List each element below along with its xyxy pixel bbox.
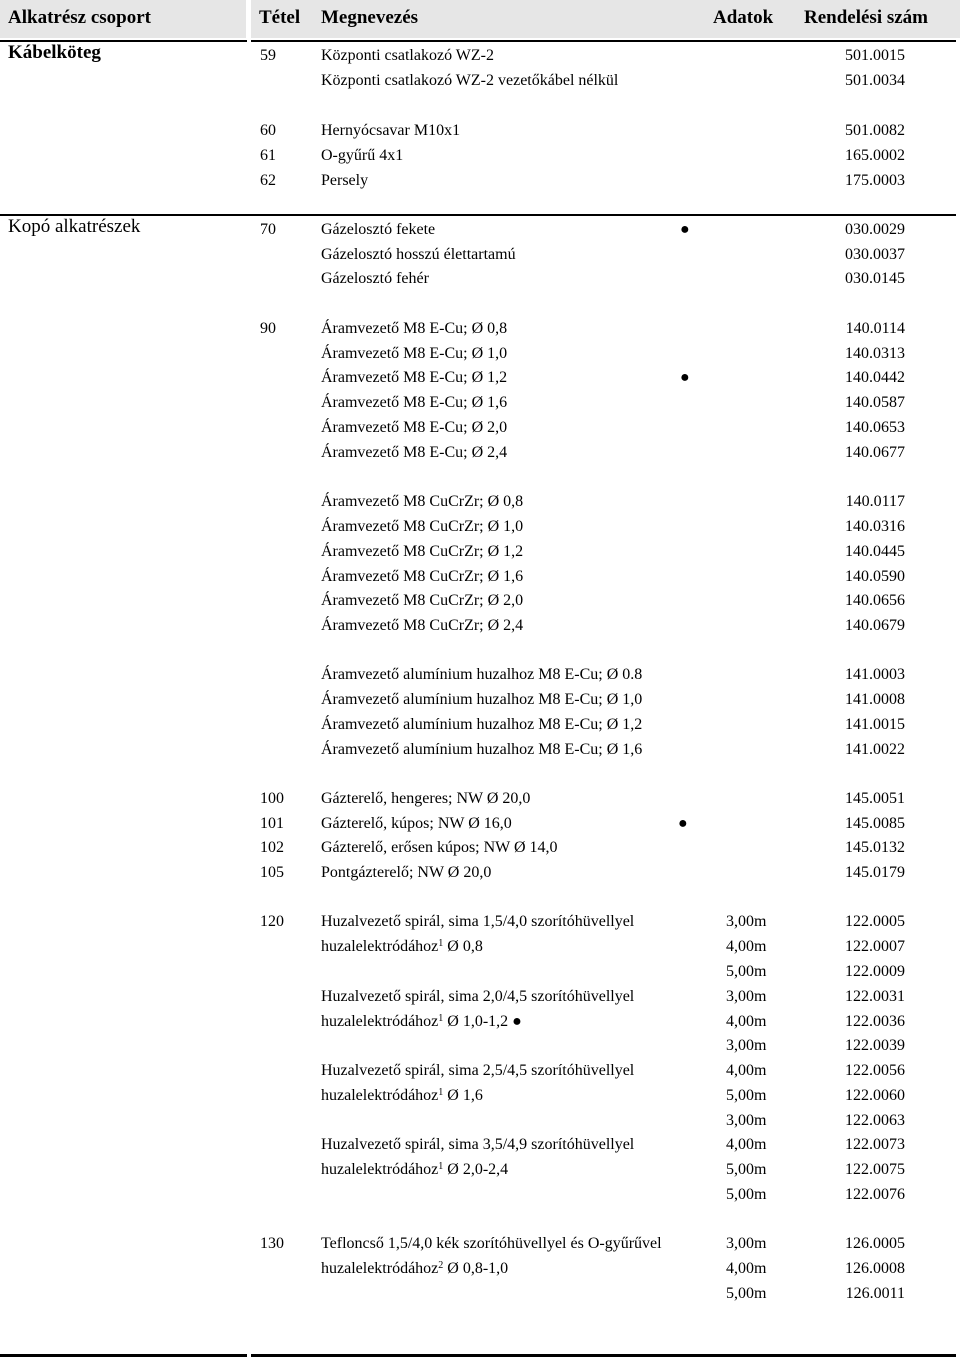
part-name-text: Áramvezető M8 E-Cu; Ø 2,0 bbox=[321, 419, 508, 436]
group-label-kopo: Kopó alkatrészek bbox=[8, 216, 141, 237]
table-row bbox=[0, 242, 960, 267]
part-name-text: Gázelosztó hosszú élettartamú bbox=[321, 246, 516, 263]
item-number: 100 bbox=[260, 790, 284, 807]
table-row bbox=[0, 1231, 960, 1256]
part-name-suffix: Ø 1,0-1,2 ● bbox=[443, 1013, 522, 1030]
table-row bbox=[0, 341, 960, 366]
order-number: 140.0679 bbox=[845, 617, 905, 634]
part-name-text: Huzalvezető spirál, sima 3,5/4,9 szorítóhüvellyel bbox=[321, 1136, 635, 1153]
table-row bbox=[0, 588, 960, 613]
order-number: 140.0114 bbox=[845, 320, 905, 337]
part-name-text: Áramvezető M8 E-Cu; Ø 1,0 bbox=[321, 345, 508, 362]
part-name bbox=[321, 316, 507, 341]
order-number: 122.0076 bbox=[845, 1186, 905, 1203]
table-row bbox=[0, 143, 960, 168]
part-name-text: Gázterelő, kúpos; NW Ø 16,0 bbox=[321, 815, 512, 832]
part-name bbox=[321, 1058, 634, 1083]
header-columns bbox=[251, 0, 960, 38]
part-name-text: Áramvezető alumínium huzalhoz M8 E-Cu; Ø 1,2 bbox=[321, 716, 643, 733]
part-name bbox=[321, 1231, 662, 1256]
part-name-suffix: Ø 1,6 bbox=[443, 1087, 483, 1104]
item-number: 102 bbox=[260, 839, 284, 856]
table-row bbox=[0, 539, 960, 564]
item-number: 59 bbox=[260, 47, 276, 64]
length-value: 3,00m bbox=[726, 1235, 767, 1252]
table-row bbox=[0, 1083, 960, 1108]
part-name-text: Persely bbox=[321, 172, 369, 189]
part-name bbox=[321, 118, 460, 143]
part-name-text: Áramvezető M8 CuCrZr; Ø 1,6 bbox=[321, 568, 524, 585]
length-value: 3,00m bbox=[726, 1037, 767, 1054]
part-name bbox=[321, 415, 507, 440]
length-value: 4,00m bbox=[726, 938, 767, 955]
order-number: 140.0587 bbox=[845, 394, 905, 411]
table-row bbox=[0, 1058, 960, 1083]
table-row bbox=[0, 909, 960, 934]
part-name-text: O-gyűrű 4x1 bbox=[321, 147, 404, 164]
part-name-text: Áramvezető M8 E-Cu; Ø 2,4 bbox=[321, 444, 508, 461]
order-number: 145.0085 bbox=[845, 815, 905, 832]
table-row bbox=[0, 43, 960, 68]
part-name-text: Áramvezető M8 E-Cu; Ø 1,6 bbox=[321, 394, 508, 411]
part-name-text: Áramvezető alumínium huzalhoz M8 E-Cu; Ø 1,0 bbox=[321, 691, 643, 708]
order-number: 030.0145 bbox=[845, 270, 905, 287]
table-row bbox=[0, 786, 960, 811]
footnote-mark: 1 bbox=[438, 1161, 444, 1172]
order-number: 140.0316 bbox=[845, 518, 905, 535]
table-row bbox=[0, 934, 960, 959]
part-name-text: Áramvezető alumínium huzalhoz M8 E-Cu; Ø 1,6 bbox=[321, 741, 643, 758]
order-number: 122.0007 bbox=[845, 938, 905, 955]
bullet-marker: ● bbox=[680, 369, 690, 386]
order-number: 122.0005 bbox=[845, 913, 905, 930]
part-name-text: Hernyócsavar M10x1 bbox=[321, 122, 461, 139]
table-row bbox=[0, 514, 960, 539]
table-row bbox=[0, 1009, 960, 1034]
length-value: 3,00m bbox=[726, 988, 767, 1005]
table-row bbox=[0, 737, 960, 762]
item-number: 62 bbox=[260, 172, 276, 189]
order-number: 030.0037 bbox=[845, 246, 905, 263]
item-number: 61 bbox=[260, 147, 276, 164]
order-number: 140.0656 bbox=[845, 592, 905, 609]
order-number: 122.0056 bbox=[845, 1062, 905, 1079]
table-row bbox=[0, 68, 960, 93]
part-name bbox=[321, 588, 523, 613]
table-row bbox=[0, 316, 960, 341]
part-name bbox=[321, 143, 403, 168]
order-number: 145.0051 bbox=[845, 790, 905, 807]
part-name-text: Áramvezető M8 CuCrZr; Ø 1,2 bbox=[321, 543, 524, 560]
table-row bbox=[0, 860, 960, 885]
table-row bbox=[0, 217, 960, 242]
table-row bbox=[0, 415, 960, 440]
order-number: 145.0132 bbox=[845, 839, 905, 856]
length-value: 5,00m bbox=[726, 963, 767, 980]
order-number: 122.0009 bbox=[845, 963, 905, 980]
item-number: 60 bbox=[260, 122, 276, 139]
part-name-text: Áramvezető M8 E-Cu; Ø 1,2 bbox=[321, 369, 508, 386]
item-number: 101 bbox=[260, 815, 284, 832]
item-number: 105 bbox=[260, 864, 284, 881]
group-label-kabelkoteg: Kábelköteg bbox=[8, 42, 101, 63]
part-name-text: Gázterelő, erősen kúpos; NW Ø 14,0 bbox=[321, 839, 558, 856]
footer-rule-right bbox=[251, 1354, 956, 1357]
part-name bbox=[321, 68, 618, 93]
order-number: 140.0653 bbox=[845, 419, 905, 436]
part-name-text: Központi csatlakozó WZ-2 vezetőkábel nélkül bbox=[321, 72, 619, 89]
table-row bbox=[0, 168, 960, 193]
table-row bbox=[0, 613, 960, 638]
length-value: 5,00m bbox=[726, 1161, 767, 1178]
part-name-text: huzalelektródához bbox=[321, 938, 439, 955]
order-number: 140.0445 bbox=[845, 543, 905, 560]
part-name bbox=[321, 266, 429, 291]
order-number: 122.0031 bbox=[845, 988, 905, 1005]
footer-rule-left bbox=[0, 1354, 247, 1357]
table-row bbox=[0, 959, 960, 984]
part-name-text: Pontgázterelő; NW Ø 20,0 bbox=[321, 864, 492, 881]
order-number: 030.0029 bbox=[845, 221, 905, 238]
table-row bbox=[0, 712, 960, 737]
order-number: 122.0063 bbox=[845, 1112, 905, 1129]
part-name bbox=[321, 737, 642, 762]
header-group-label: Alkatrész csoport bbox=[8, 7, 151, 28]
part-name-text: huzalelektródához bbox=[321, 1013, 439, 1030]
table-row bbox=[0, 564, 960, 589]
part-name bbox=[321, 168, 368, 193]
footnote-mark: 1 bbox=[438, 938, 444, 949]
item-number: 130 bbox=[260, 1235, 284, 1252]
part-name bbox=[321, 1132, 634, 1157]
table-row bbox=[0, 835, 960, 860]
part-name bbox=[321, 242, 516, 267]
order-number: 501.0034 bbox=[845, 72, 905, 89]
table-row bbox=[0, 1256, 960, 1281]
part-name bbox=[321, 835, 558, 860]
table-row bbox=[0, 811, 960, 836]
order-number: 122.0039 bbox=[845, 1037, 905, 1054]
table-row bbox=[0, 489, 960, 514]
header-data-label: Adatok bbox=[713, 7, 774, 28]
length-value: 4,00m bbox=[726, 1062, 767, 1079]
part-name bbox=[321, 217, 435, 242]
length-value: 3,00m bbox=[726, 1112, 767, 1129]
part-name bbox=[321, 1083, 483, 1108]
order-number: 501.0015 bbox=[845, 47, 905, 64]
table-row bbox=[0, 662, 960, 687]
part-name bbox=[321, 712, 642, 737]
part-name-text: Huzalvezető spirál, sima 2,5/4,5 szorítóhüvellyel bbox=[321, 1062, 635, 1079]
order-number: 140.0313 bbox=[845, 345, 905, 362]
length-value: 4,00m bbox=[726, 1013, 767, 1030]
table-row bbox=[0, 1132, 960, 1157]
part-name-text: huzalelektródához bbox=[321, 1087, 439, 1104]
order-number: 140.0677 bbox=[845, 444, 905, 461]
part-name bbox=[321, 909, 634, 934]
part-name bbox=[321, 564, 523, 589]
table-row bbox=[0, 1182, 960, 1207]
part-name-text: Áramvezető M8 CuCrZr; Ø 0,8 bbox=[321, 493, 524, 510]
order-number: 175.0003 bbox=[845, 172, 905, 189]
order-number: 141.0008 bbox=[845, 691, 905, 708]
table-row bbox=[0, 984, 960, 1009]
order-number: 122.0036 bbox=[845, 1013, 905, 1030]
part-name bbox=[321, 514, 523, 539]
part-name bbox=[321, 934, 483, 959]
table-row bbox=[0, 390, 960, 415]
part-name-text: Központi csatlakozó WZ-2 bbox=[321, 47, 494, 64]
table-row bbox=[0, 440, 960, 465]
part-name-text: huzalelektródához bbox=[321, 1260, 439, 1277]
part-name bbox=[321, 984, 634, 1009]
part-name bbox=[321, 489, 523, 514]
part-name bbox=[321, 1009, 522, 1034]
order-number: 141.0003 bbox=[845, 666, 905, 683]
footnote-mark: 1 bbox=[438, 1087, 444, 1098]
part-name bbox=[321, 43, 494, 68]
order-number: 165.0002 bbox=[845, 147, 905, 164]
header-group-cell bbox=[0, 0, 246, 38]
part-name-text: Gázterelő, hengeres; NW Ø 20,0 bbox=[321, 790, 531, 807]
part-name bbox=[321, 811, 512, 836]
part-name bbox=[321, 341, 507, 366]
item-number: 70 bbox=[260, 221, 276, 238]
part-name-text: huzalelektródához bbox=[321, 1161, 439, 1178]
item-number: 90 bbox=[260, 320, 276, 337]
bullet-marker: ● bbox=[678, 815, 688, 832]
table-row bbox=[0, 1108, 960, 1133]
part-name bbox=[321, 786, 530, 811]
part-name bbox=[321, 539, 523, 564]
order-number: 122.0060 bbox=[845, 1087, 905, 1104]
order-number: 141.0015 bbox=[845, 716, 905, 733]
order-number: 126.0005 bbox=[845, 1235, 905, 1252]
part-name-text: Áramvezető M8 CuCrZr; Ø 2,4 bbox=[321, 617, 524, 634]
part-name-suffix: Ø 2,0-2,4 bbox=[443, 1161, 509, 1178]
table-row bbox=[0, 1033, 960, 1058]
part-name-text: Tefloncső 1,5/4,0 kék szorítóhüvellyel és O-gyűrűvel bbox=[321, 1235, 662, 1252]
part-name bbox=[321, 365, 507, 390]
order-number: 501.0082 bbox=[845, 122, 905, 139]
part-name bbox=[321, 687, 642, 712]
length-value: 3,00m bbox=[726, 913, 767, 930]
part-name bbox=[321, 662, 642, 687]
part-name-text: Áramvezető M8 CuCrZr; Ø 1,0 bbox=[321, 518, 524, 535]
table-row bbox=[0, 1157, 960, 1182]
table-row bbox=[0, 365, 960, 390]
length-value: 4,00m bbox=[726, 1136, 767, 1153]
order-number: 122.0073 bbox=[845, 1136, 905, 1153]
part-name-text: Gázelosztó fekete bbox=[321, 221, 436, 238]
order-number: 126.0011 bbox=[845, 1285, 905, 1302]
part-name bbox=[321, 1157, 508, 1182]
order-number: 140.0117 bbox=[845, 493, 905, 510]
part-name-suffix: Ø 0,8 bbox=[443, 938, 483, 955]
section-divider bbox=[0, 214, 956, 216]
header-item-label: Tétel bbox=[259, 7, 301, 28]
part-name bbox=[321, 1256, 508, 1281]
part-name bbox=[321, 613, 523, 638]
part-name-suffix: Ø 0,8-1,0 bbox=[443, 1260, 509, 1277]
table-row bbox=[0, 687, 960, 712]
part-name-text: Huzalvezető spirál, sima 1,5/4,0 szorítóhüvellyel bbox=[321, 913, 635, 930]
length-value: 4,00m bbox=[726, 1260, 767, 1277]
part-name-text: Áramvezető M8 E-Cu; Ø 0,8 bbox=[321, 320, 508, 337]
item-number: 120 bbox=[260, 913, 284, 930]
table-row bbox=[0, 266, 960, 291]
order-number: 122.0075 bbox=[845, 1161, 905, 1178]
part-name bbox=[321, 440, 507, 465]
order-number: 141.0022 bbox=[845, 741, 905, 758]
footnote-mark: 2 bbox=[438, 1260, 444, 1271]
order-number: 140.0442 bbox=[845, 369, 905, 386]
part-name-text: Áramvezető M8 CuCrZr; Ø 2,0 bbox=[321, 592, 524, 609]
part-name bbox=[321, 390, 507, 415]
order-number: 145.0179 bbox=[845, 864, 905, 881]
part-name-text: Gázelosztó fehér bbox=[321, 270, 429, 287]
order-number: 140.0590 bbox=[845, 568, 905, 585]
length-value: 5,00m bbox=[726, 1285, 767, 1302]
part-name-text: Huzalvezető spirál, sima 2,0/4,5 szorítóhüvellyel bbox=[321, 988, 635, 1005]
bullet-marker: ● bbox=[680, 221, 690, 238]
length-value: 5,00m bbox=[726, 1186, 767, 1203]
length-value: 5,00m bbox=[726, 1087, 767, 1104]
part-name bbox=[321, 860, 491, 885]
header-rule-right bbox=[251, 40, 956, 42]
header-order-label: Rendelési szám bbox=[804, 7, 929, 28]
order-number: 126.0008 bbox=[845, 1260, 905, 1277]
table-row bbox=[0, 118, 960, 143]
footnote-mark: 1 bbox=[438, 1013, 444, 1024]
header-name-label: Megnevezés bbox=[321, 7, 419, 28]
part-name-text: Áramvezető alumínium huzalhoz M8 E-Cu; Ø 0.8 bbox=[321, 666, 643, 683]
table-row bbox=[0, 1281, 960, 1306]
